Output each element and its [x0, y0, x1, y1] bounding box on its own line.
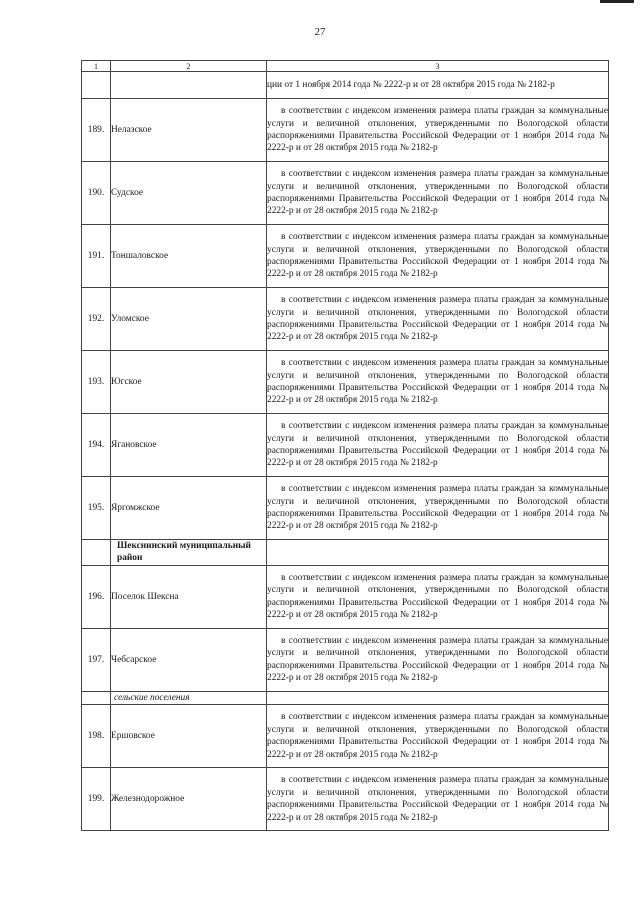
- table-row: [82, 225, 609, 288]
- row-number: 199.: [82, 768, 111, 831]
- description-text: в соответствии с индексом изменения размера платы граждан за коммунальные услуги и величиной отклонения, утвержденными по Вологодской области распоряжениями Правительства Российской Федерации от 1 ноября 2014 года № 2222-р и от 28 октября 2015 года № 2182-р: [267, 295, 608, 343]
- description-text: в соответствии с индексом изменения размера платы граждан за коммунальные услуги и величиной отклонения, утвержденными по Вологодской области распоряжениями Правительства Российской Федерации от 1 ноября 2014 года № 2222-р и от 28 октября 2015 года № 2182-р: [267, 484, 608, 532]
- table-row: [82, 162, 609, 225]
- table-row: [82, 288, 609, 351]
- continuation-text: ции от 1 ноября 2014 года № 2222-р и от 28 октября 2015 года № 2182-р: [267, 72, 609, 99]
- description-text: в соответствии с индексом изменения размера платы граждан за коммунальные услуги и величиной отклонения, утвержденными по Вологодской области распоряжениями Правительства Российской Федерации от 1 ноября 2014 года № 2222-р и от 28 октября 2015 года № 2182-р: [267, 712, 608, 760]
- tariff-description: [267, 477, 609, 540]
- row-number: 195.: [82, 477, 111, 540]
- settlement-name: Чебсарское: [111, 628, 267, 691]
- description-text: в соответствии с индексом изменения размера платы граждан за коммунальные услуги и величиной отклонения, утвержденными по Вологодской области распоряжениями Правительства Российской Федерации от 1 ноября 2014 года № 2222-р и от 28 октября 2015 года № 2182-р: [267, 106, 608, 154]
- tariff-description: [267, 565, 609, 628]
- row-number: 198.: [82, 705, 111, 768]
- row-number: [82, 72, 111, 99]
- table-row: [82, 628, 609, 691]
- row-number: [82, 691, 111, 704]
- column-header-3: 3: [267, 61, 609, 72]
- section-title-row: [82, 540, 609, 566]
- table-row: [82, 477, 609, 540]
- settlement-name: Судское: [111, 162, 267, 225]
- tariff-description: [267, 225, 609, 288]
- settlement-name: Уломское: [111, 288, 267, 351]
- settlement-name: Железнодорожное: [111, 768, 267, 831]
- tariff-description: [267, 288, 609, 351]
- table-row: [82, 351, 609, 414]
- column-header-row: [82, 61, 609, 72]
- settlement-name: Ершовское: [111, 705, 267, 768]
- row-number: 194.: [82, 414, 111, 477]
- row-number: 190.: [82, 162, 111, 225]
- empty-cell: [267, 540, 609, 566]
- subsection-title-row: [82, 691, 609, 704]
- description-text: в соответствии с индексом изменения размера платы граждан за коммунальные услуги и величиной отклонения, утвержденными по Вологодской области распоряжениями Правительства Российской Федерации от 1 ноября 2014 года № 2222-р и от 28 октября 2015 года № 2182-р: [267, 636, 608, 684]
- tariff-description: [267, 99, 609, 162]
- settlement-name: Ягановское: [111, 414, 267, 477]
- table-row: [82, 768, 609, 831]
- subsection-title: сельские поселения: [111, 691, 267, 704]
- table-row: [82, 705, 609, 768]
- row-number: 193.: [82, 351, 111, 414]
- tariff-description: [267, 705, 609, 768]
- description-text: в соответствии с индексом изменения размера платы граждан за коммунальные услуги и величиной отклонения, утвержденными по Вологодской области распоряжениями Правительства Российской Федерации от 1 ноября 2014 года № 2222-р и от 28 октября 2015 года № 2182-р: [267, 775, 608, 823]
- continuation-row: [82, 72, 609, 99]
- settlement-name: Поселок Шексна: [111, 565, 267, 628]
- section-title: Шекснинский муниципальный район: [111, 540, 267, 566]
- settlement-name: Тоншаловское: [111, 225, 267, 288]
- settlement-name: Нелазское: [111, 99, 267, 162]
- description-text: в соответствии с индексом изменения размера платы граждан за коммунальные услуги и величиной отклонения, утвержденными по Вологодской области распоряжениями Правительства Российской Федерации от 1 ноября 2014 года № 2222-р и от 28 октября 2015 года № 2182-р: [267, 169, 608, 217]
- corner-mark: [600, 0, 634, 3]
- row-number: 191.: [82, 225, 111, 288]
- tariff-description: [267, 351, 609, 414]
- column-header-2: 2: [111, 61, 267, 72]
- empty-cell: [267, 691, 609, 704]
- row-number: 189.: [82, 99, 111, 162]
- row-number: 192.: [82, 288, 111, 351]
- row-number: [82, 540, 111, 566]
- row-number: 196.: [82, 565, 111, 628]
- row-name: [111, 72, 267, 99]
- table-row: [82, 99, 609, 162]
- tariff-description: [267, 162, 609, 225]
- column-header-1: 1: [82, 61, 111, 72]
- description-text: в соответствии с индексом изменения размера платы граждан за коммунальные услуги и величиной отклонения, утвержденными по Вологодской области распоряжениями Правительства Российской Федерации от 1 ноября 2014 года № 2222-р и от 28 октября 2015 года № 2182-р: [267, 358, 608, 406]
- settlement-name: Югское: [111, 351, 267, 414]
- tariff-description: [267, 768, 609, 831]
- row-number: 197.: [82, 628, 111, 691]
- description-text: в соответствии с индексом изменения размера платы граждан за коммунальные услуги и величиной отклонения, утвержденными по Вологодской области распоряжениями Правительства Российской Федерации от 1 ноября 2014 года № 2222-р и от 28 октября 2015 года № 2182-р: [267, 573, 608, 621]
- description-text: в соответствии с индексом изменения размера платы граждан за коммунальные услуги и величиной отклонения, утвержденными по Вологодской области распоряжениями Правительства Российской Федерации от 1 ноября 2014 года № 2222-р и от 28 октября 2015 года № 2182-р: [267, 421, 608, 469]
- settlement-name: Яргомжское: [111, 477, 267, 540]
- table-row: [82, 565, 609, 628]
- tariff-description: [267, 414, 609, 477]
- tariff-description: [267, 628, 609, 691]
- page-number: 27: [314, 26, 326, 38]
- tariff-table: [81, 60, 609, 831]
- table-row: [82, 414, 609, 477]
- description-text: в соответствии с индексом изменения размера платы граждан за коммунальные услуги и величиной отклонения, утвержденными по Вологодской области распоряжениями Правительства Российской Федерации от 1 ноября 2014 года № 2222-р и от 28 октября 2015 года № 2182-р: [267, 232, 608, 280]
